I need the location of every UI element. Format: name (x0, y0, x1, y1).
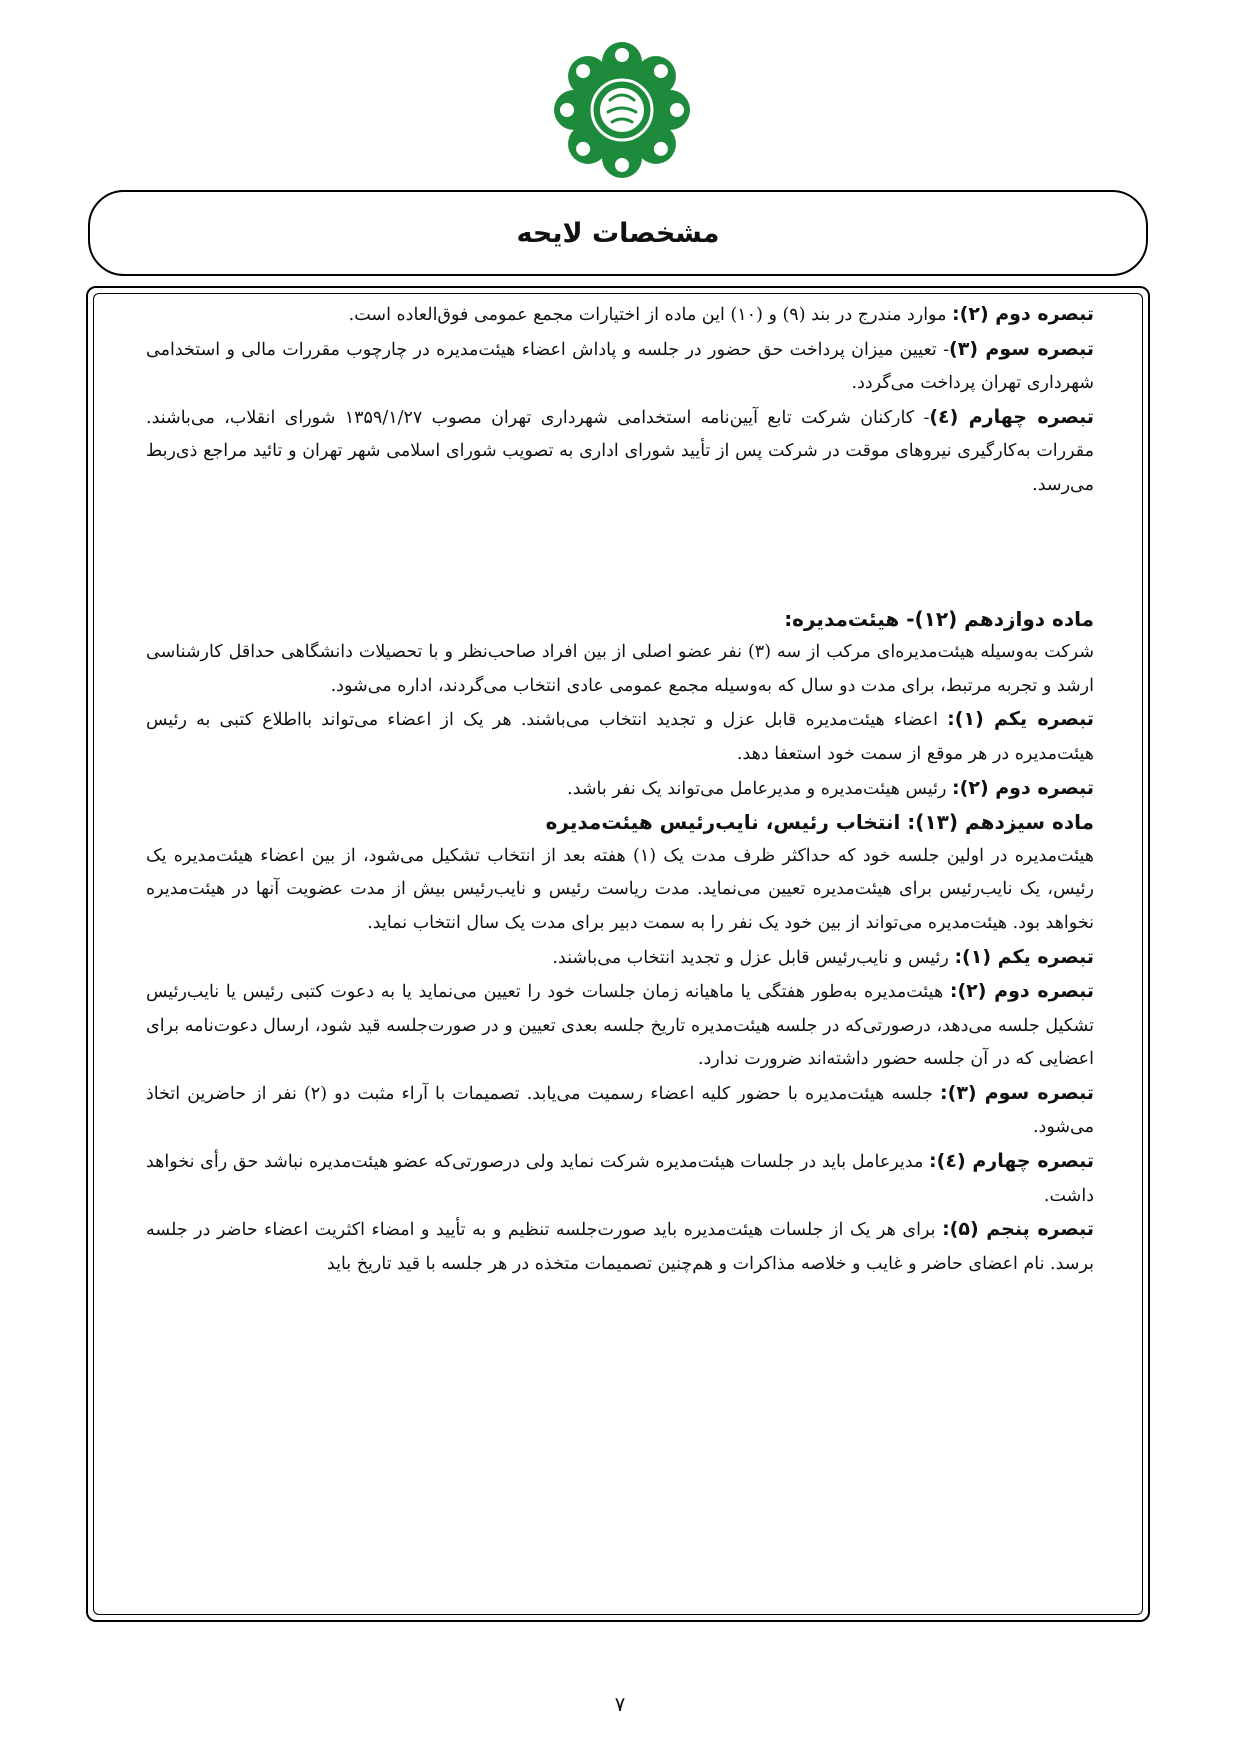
paragraph (146, 401, 1094, 503)
paragraph (146, 1213, 1094, 1281)
clause-label: تبصره چهارم (٤) (929, 405, 1094, 428)
paragraph (146, 1145, 1094, 1213)
page-title: مشخصات لایحه (516, 217, 720, 249)
paragraph (146, 333, 1094, 401)
article-heading: ماده سیزدهم (۱۳): انتخاب رئیس، نایب‌رئیس هیئت‌مدیره (545, 810, 1094, 835)
paragraph (146, 941, 1094, 976)
clause-label: تبصره سوم (۳): (940, 1081, 1094, 1104)
clause-text: مدیرعامل باید در جلسات هیئت‌مدیره شرکت نماید ولی درصورتی‌که عضو هیئت‌مدیره نباشد حق رأی نخواهد داشت. (146, 1152, 1094, 1206)
paragraph: شرکت به‌وسیله هیئت‌مدیره‌ای مرکب از سه (۳) نفر عضو اصلی از بین افراد صاحب‌نظر و با تحصیلات دانشگاهی حداقل کارشناسی ارشد و تجربه مرتبط، برای مدت دو سال که به‌وسیله مجمع عمومی عادی انتخاب می‌گردند، اداره می‌شود. (146, 642, 1094, 696)
clause-text: رئیس و نایب‌رئیس قابل عزل و تجدید انتخاب می‌باشند. (552, 947, 955, 968)
paragraph (146, 975, 1094, 1077)
article-heading: ماده دوازدهم (۱۲)- هیئت‌مدیره: (784, 606, 1094, 631)
paragraph (146, 298, 1094, 333)
header-box (88, 190, 1148, 276)
clause-label: تبصره یکم (۱): (947, 708, 1094, 731)
clause-text: رئیس هیئت‌مدیره و مدیرعامل می‌تواند یک نفر باشد. (567, 778, 953, 799)
tehran-municipality-logo-icon (552, 40, 692, 180)
clause-label: تبصره سوم (۳) (949, 337, 1094, 360)
clause-text: اعضاء هیئت‌مدیره قابل عزل و تجدید انتخاب می‌باشند. هر یک از اعضاء می‌تواند بااطلاع کتبی به رئیس هیئت‌مدیره در هر موقع از سمت خود استعفا دهد. (146, 710, 1094, 764)
clause-text: جلسه هیئت‌مدیره با حضور کلیه اعضاء رسمیت می‌یابد. تصمیمات با آراء مثبت دو (۲) نفر از حاضرین اتخاذ می‌شود. (146, 1083, 1094, 1138)
paragraph (146, 703, 1094, 771)
page-number: ۷ (614, 1692, 626, 1716)
spacer (146, 503, 1094, 603)
clause-text: - کارکنان شرکت تابع آیین‌نامه استخدامی شهرداری تهران مصوب ۱۳۵۹/۱/۲۷ شورای انقلاب، می‌باشند. مقررات به‌کارگیری نیروهای موقت در شرکت پس از تأیید شورای اداری به تصویب شورای اسلامی شهر تهران و تائید مراجع ذی‌ربط می‌رسد. (146, 407, 1094, 495)
clause-label: تبصره یکم (۱): (954, 945, 1094, 968)
paragraph (146, 1077, 1094, 1145)
clause-text: برای هر یک از جلسات هیئت‌مدیره باید صورت‌جلسه تنظیم و به تأیید و امضاء اکثریت اعضاء حاضر در جلسه برسد. نام اعضای حاضر و غایب و خلاصه مذاکرات و هم‌چنین تصمیمات متخذه در هر جلسه با قید تاریخ باید (146, 1220, 1094, 1274)
content-frame (93, 293, 1143, 1615)
paragraph: هیئت‌مدیره در اولین جلسه خود که حداکثر ظرف مدت یک (۱) هفته بعد از انتخاب تشکیل می‌شود، از بین اعضاء هیئت‌مدیره یک رئیس، یک نایب‌رئیس برای هیئت‌مدیره تعیین می‌نماید. مدت ریاست رئیس و نایب‌رئیس بیش از مدت عضویت آنها در هیئت‌مدیره نخواهد بود. هیئت‌مدیره می‌تواند از بین خود یک نفر را به سمت دبیر برای مدت یک سال انتخاب نماید. (146, 845, 1094, 933)
clause-label: تبصره پنجم (۵): (942, 1218, 1094, 1241)
clause-label: تبصره چهارم (٤): (929, 1150, 1094, 1173)
clause-text: موارد مندرج در بند (۹) و (۱۰) این ماده از اختیارات مجمع عمومی فوق‌العاده است. (348, 305, 953, 325)
clause-label: تبصره دوم (۲): (949, 980, 1095, 1003)
clause-text: - تعیین میزان پرداخت حق حضور در جلسه و پاداش اعضاء هیئت‌مدیره در چارچوب مقررات مالی و استخدامی شهرداری تهران پرداخت می‌گردد. (146, 339, 1094, 394)
clause-label: تبصره دوم (۲): (952, 776, 1094, 799)
paragraph (146, 772, 1094, 807)
clause-label: تبصره دوم (۲): (952, 303, 1094, 325)
clause-text: هیئت‌مدیره به‌طور هفتگی یا ماهیانه زمان جلسات خود را تعیین می‌نماید یا به دعوت کتبی رئیس یا نایب‌رئیس تشکیل جلسه می‌دهد، درصورتی‌که در جلسه هیئت‌مدیره تاریخ جلسه بعدی تعیین و در صورت‌جلسه قید شود، ارسال دعوت‌نامه برای اعضایی که در آن جلسه حضور داشته‌اند ضرورت ندارد. (146, 982, 1094, 1070)
document-body (146, 298, 1094, 1281)
